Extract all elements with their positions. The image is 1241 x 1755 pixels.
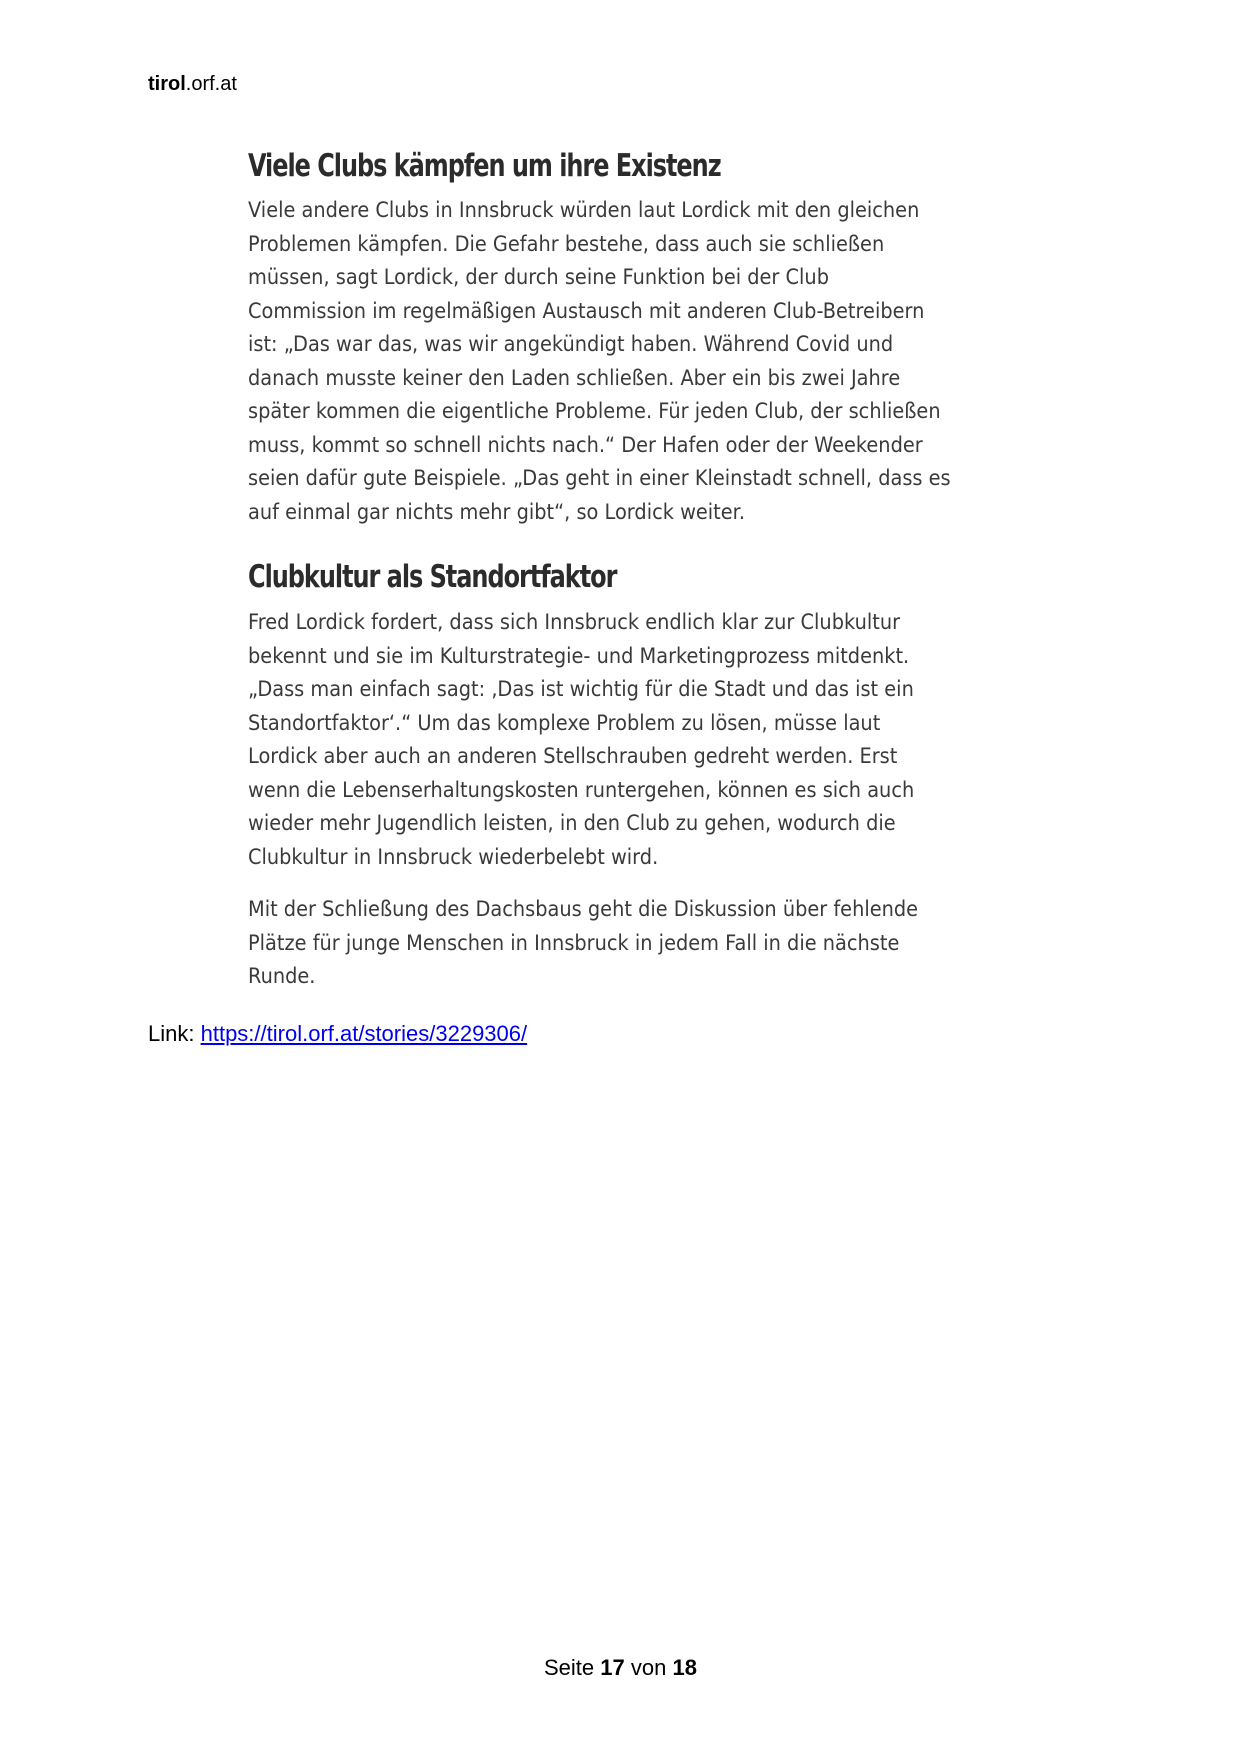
source-link[interactable]: https://tirol.orf.at/stories/3229306/ xyxy=(200,1021,528,1046)
paragraph-line: Plätze für junge Menschen in Innsbruck in jedem Fall in die nächste xyxy=(248,930,900,956)
paragraph-line: Viele andere Clubs in Innsbruck würden laut Lordick mit den gleichen xyxy=(248,198,920,223)
article xyxy=(248,0,998,1755)
paragraph-line: Standortfaktor‘.“ Um das komplexe Problem zu lösen, müsse laut xyxy=(248,710,881,736)
site-name-bold: tirol xyxy=(148,73,186,95)
source-link-line xyxy=(148,1021,527,1047)
paragraph-line: später kommen die eigentliche Probleme. Für jeden Club, der schließen xyxy=(248,399,941,424)
paragraph-line: Runde. xyxy=(248,964,316,989)
paragraph-line: „Dass man einfach sagt: ‚Das ist wichtig für die Stadt und das ist ein xyxy=(248,677,914,702)
paragraph-line: ist: „Das war das, was wir angekündigt haben. Während Covid und xyxy=(248,332,894,357)
link-label: Link: xyxy=(148,1021,195,1046)
paragraph-line: auf einmal gar nichts mehr gibt“, so Lordick weiter. xyxy=(248,499,745,525)
footer-sep: von xyxy=(630,1655,667,1680)
paragraph xyxy=(248,194,998,529)
paragraph-line: bekennt und sie im Kulturstrategie- und Marketingprozess mitdenkt. xyxy=(248,643,910,669)
paragraph-line: Clubkultur in Innsbruck wiederbelebt wird. xyxy=(248,844,659,870)
paragraph-line: Problemen kämpfen. Die Gefahr bestehe, dass auch sie schließen xyxy=(248,231,885,257)
page-footer xyxy=(0,1655,1241,1681)
paragraph-line: wenn die Lebenserhaltungskosten runtergehen, können es sich auch xyxy=(248,777,915,803)
paragraph-line: wieder mehr Jugendlich leisten, in den Club zu gehen, wodurch die xyxy=(248,811,896,836)
paragraph-line: Fred Lordick fordert, dass sich Innsbruck endlich klar zur Clubkultur xyxy=(248,610,901,635)
site-name-rest: .orf.at xyxy=(185,73,237,95)
paragraph xyxy=(248,606,998,874)
site-name xyxy=(148,73,237,96)
paragraph-line: muss, kommt so schnell nichts nach.“ Der Hafen oder der Weekender xyxy=(248,432,923,458)
paragraph xyxy=(248,893,998,994)
paragraph-line: müssen, sagt Lordick, der durch seine Funktion bei der Club xyxy=(248,265,829,290)
footer-prefix: Seite xyxy=(544,1655,595,1680)
paragraph-line: Mit der Schließung des Dachsbaus geht die Diskussion über fehlende xyxy=(248,897,919,922)
paragraph-line: seien dafür gute Beispiele. „Das geht in einer Kleinstadt schnell, dass es xyxy=(248,466,951,491)
page-total: 18 xyxy=(672,1655,697,1680)
paragraph-line: Commission im regelmäßigen Austausch mit anderen Club-Betreibern xyxy=(248,298,925,324)
section-heading: Viele Clubs kämpfen um ihre Existenz xyxy=(248,148,721,184)
paragraph-line: danach musste keiner den Laden schließen. Aber ein bis zwei Jahre xyxy=(248,365,901,391)
page-number: 17 xyxy=(600,1655,625,1680)
section-heading: Clubkultur als Standortfaktor xyxy=(248,559,617,595)
paragraph-line: Lordick aber auch an anderen Stellschrauben gedreht werden. Erst xyxy=(248,744,898,769)
